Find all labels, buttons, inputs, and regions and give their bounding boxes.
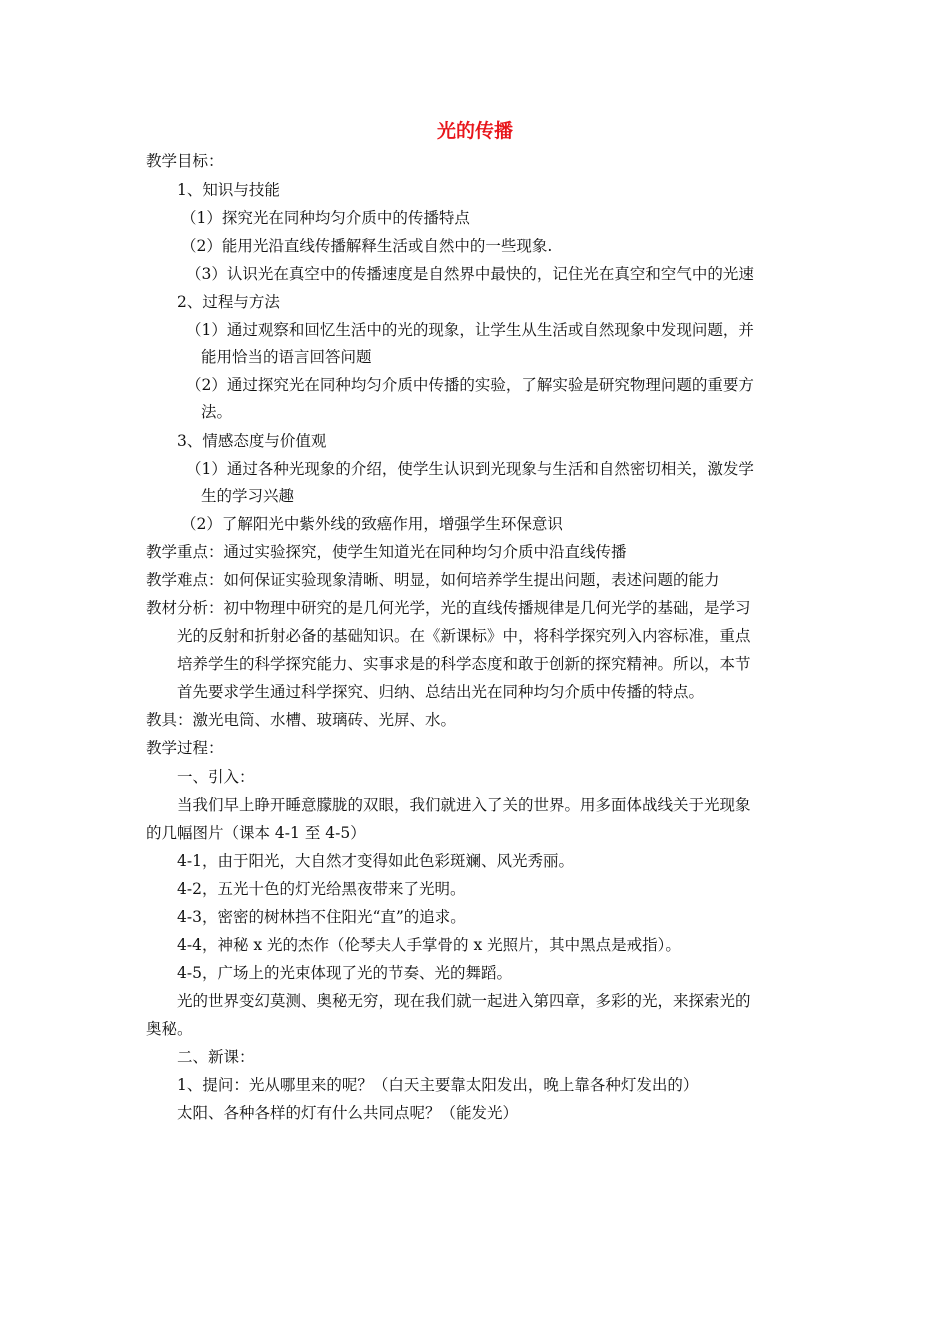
figure-item: 4-1，由于阳光，大自然才变得如此色彩斑斓、风光秀丽。 <box>177 852 574 870</box>
objective-item: （2）通过探究光在同种均匀介质中传播的实验，了解实验是研究物理问题的重要方 <box>186 376 754 394</box>
objective-item: （1）通过观察和回忆生活中的光的现象，让学生从生活或自然现象中发现问题，并 <box>186 321 754 339</box>
figure-item: 4-5，广场上的光束体现了光的节奏、光的舞蹈。 <box>177 964 512 982</box>
step-heading-introduction: 一、引入： <box>177 768 255 786</box>
objective-item: （3）认识光在真空中的传播速度是自然界中最快的，记住光在真空和空气中的光速 <box>186 265 754 283</box>
introduction-paragraph: 当我们早上睁开睡意朦胧的双眼，我们就进入了关的世界。用多面体战线关于光现象 <box>177 796 751 814</box>
section-heading-objectives: 教学目标： <box>146 152 224 170</box>
teaching-focus: 教学重点：通过实验探究，使学生知道光在同种均匀介质中沿直线传播 <box>146 543 627 561</box>
figure-item: 4-4，神秘 x 光的杰作（伦琴夫人手掌骨的 x 光照片，其中黑点是戒指）。 <box>177 936 681 954</box>
material-analysis: 教材分析：初中物理中研究的是几何光学，光的直线传播规律是几何光学的基础，是学习 <box>146 599 751 617</box>
subsection-process-method: 2、过程与方法 <box>177 293 280 311</box>
objective-item: （2）了解阳光中紫外线的致癌作用，增强学生环保意识 <box>181 515 563 533</box>
teaching-difficulty: 教学难点：如何保证实验现象清晰、明显，如何培养学生提出问题，表述问题的能力 <box>146 571 720 589</box>
objective-item-continued: 能用恰当的语言回答问题 <box>201 348 372 366</box>
material-analysis-continued: 首先要求学生通过科学探究、归纳、总结出光在同种均匀介质中传播的特点。 <box>177 683 705 701</box>
new-lesson-question: 太阳、各种各样的灯有什么共同点呢？（能发光） <box>177 1104 519 1122</box>
material-analysis-continued: 光的反射和折射必备的基础知识。在《新课标》中，将科学探究列入内容标准，重点 <box>177 627 751 645</box>
objective-item: （1）探究光在同种均匀介质中的传播特点 <box>181 209 470 227</box>
introduction-closing-continued: 奥秘。 <box>146 1020 193 1038</box>
subsection-attitude-values: 3、情感态度与价值观 <box>177 432 327 450</box>
step-heading-new-lesson: 二、新课： <box>177 1048 255 1066</box>
figure-item: 4-3，密密的树林挡不住阳光“直”的追求。 <box>177 908 466 926</box>
document-title: 光的传播 <box>436 120 513 142</box>
new-lesson-question: 1、提问：光从哪里来的呢？（白天主要靠太阳发出，晚上靠各种灯发出的） <box>177 1076 699 1094</box>
introduction-paragraph-continued: 的几幅图片（课本 4-1 至 4-5） <box>146 824 366 842</box>
objective-item-continued: 生的学习兴趣 <box>201 487 295 505</box>
objective-item: （2）能用光沿直线传播解释生活或自然中的一些现象. <box>181 237 553 255</box>
figure-item: 4-2，五光十色的灯光给黑夜带来了光明。 <box>177 880 466 898</box>
subsection-knowledge-skills: 1、知识与技能 <box>177 181 280 199</box>
section-heading-process: 教学过程： <box>146 739 224 757</box>
material-analysis-continued: 培养学生的科学探究能力、实事求是的科学态度和敢于创新的探究精神。所以，本节 <box>177 655 751 673</box>
objective-item: （1）通过各种光现象的介绍，使学生认识到光现象与生活和自然密切相关，激发学 <box>186 460 754 478</box>
introduction-closing: 光的世界变幻莫测、奥秘无穷，现在我们就一起进入第四章，多彩的光，来探索光的 <box>177 992 751 1010</box>
objective-item-continued: 法。 <box>201 403 233 421</box>
teaching-aids: 教具：激光电筒、水槽、玻璃砖、光屏、水。 <box>146 711 457 729</box>
